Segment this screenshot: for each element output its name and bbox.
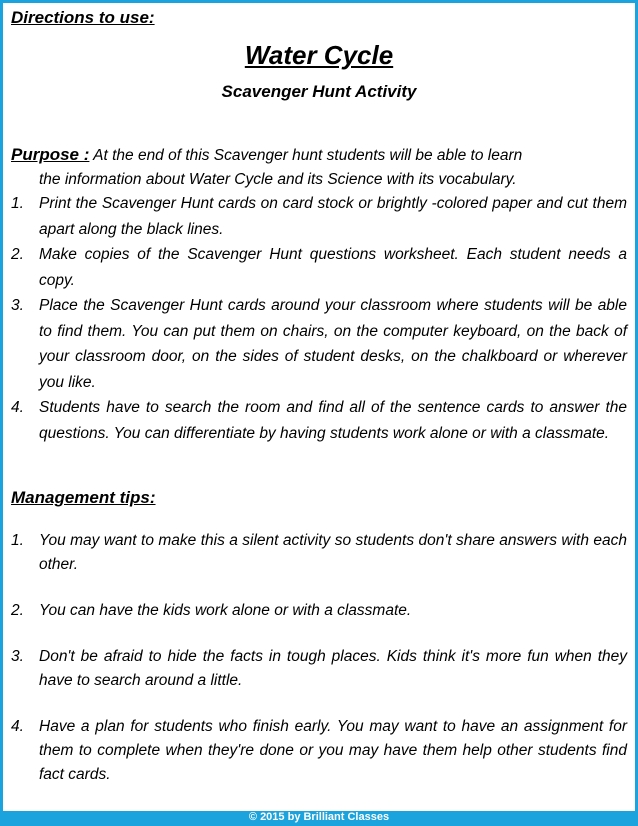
list-item-number: 4.: [11, 718, 24, 735]
list-item-text: Make copies of the Scavenger Hunt questions worksheet. Each student needs a copy.: [39, 246, 627, 289]
directions-list: [11, 191, 627, 446]
document-sheet: [3, 3, 635, 811]
directions-heading: Directions to use:: [11, 8, 155, 27]
page-title: Water Cycle: [244, 40, 394, 70]
list-item: [11, 599, 627, 623]
purpose-text-1: At the end of this Scavenger hunt students will be able to learn: [93, 147, 523, 164]
copyright-footer: © 2015 by Brilliant Classes: [248, 811, 390, 823]
list-item-number: 1.: [11, 532, 24, 549]
management-heading: Management tips:: [11, 488, 156, 507]
list-item-number: 1.: [11, 195, 24, 212]
list-item-text: You can have the kids work alone or with a classmate.: [39, 602, 412, 619]
purpose-label: Purpose :: [11, 145, 90, 164]
list-item-text: Don't be afraid to hide the facts in tough places. Kids think it's more fun when they have to search around a little.: [39, 648, 627, 689]
purpose-section: [11, 143, 627, 192]
list-item-text: Print the Scavenger Hunt cards on card stock or brightly -colored paper and cut them apart along the black lines.: [39, 195, 627, 238]
list-item-text: Have a plan for students who finish early. You may want to have an assignment for them to complete when they're done or you may have them help other students find fact cards.: [39, 718, 627, 783]
list-item-number: 3.: [11, 648, 24, 665]
list-item: [11, 715, 627, 787]
purpose-text-2: the information about Water Cycle and its Science with its vocabulary.: [39, 171, 517, 188]
list-item: [11, 529, 627, 577]
list-item: [11, 242, 627, 293]
list-item-text: You may want to make this a silent activity so students don't share answers with each other.: [39, 532, 627, 573]
management-tips-list: [11, 529, 627, 809]
list-item-number: 3.: [11, 297, 24, 314]
list-item-number: 2.: [11, 602, 24, 619]
purpose-line-1: [11, 143, 627, 168]
list-item: [11, 395, 627, 446]
list-item: [11, 191, 627, 242]
page-subtitle: Scavenger Hunt Activity: [221, 82, 417, 101]
list-item-number: 2.: [11, 246, 24, 263]
list-item: [11, 293, 627, 395]
list-item-text: Place the Scavenger Hunt cards around your classroom where students will be able to find them. You can put them on chairs, on the computer keyboard, on the back of your classroom door, on the sides of student desks, on the chalkboard or wherever you like.: [39, 297, 627, 391]
list-item: [11, 645, 627, 693]
list-item-text: Students have to search the room and find all of the sentence cards to answer the questions. You can differentiate by having students work alone or with a classmate.: [39, 399, 627, 442]
list-item-number: 4.: [11, 399, 24, 416]
